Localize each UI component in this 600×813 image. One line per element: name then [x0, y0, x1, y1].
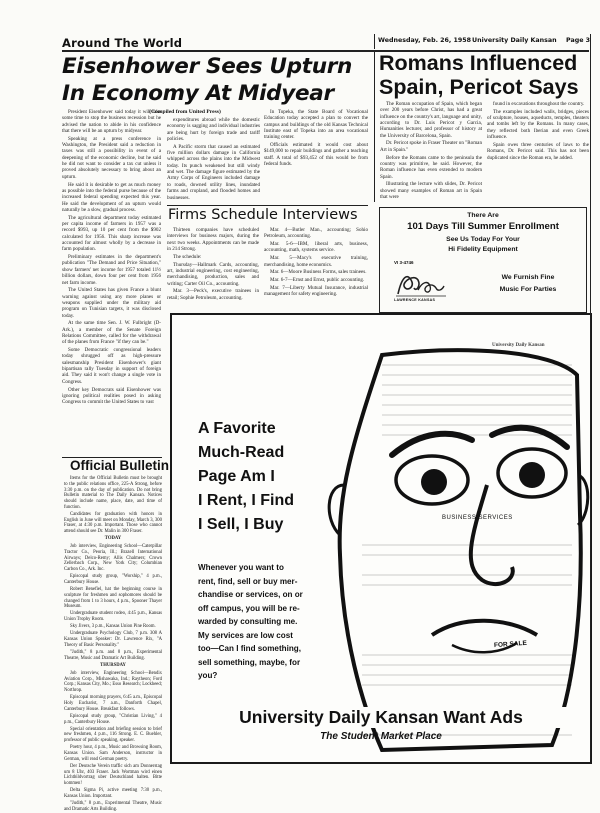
ad-line-there-are: There Are [467, 212, 499, 219]
eisenhower-column-3 [264, 109, 368, 213]
story-paragraph: President Eisenhower said today it will take some time to stop the business recession but he advised the nation to abide in his confidence that there will be an upturn by midyear. [62, 109, 161, 135]
bulletin-item: Undergraduate student rodeo, 4:45 p.m., Kansas Union Trophy Room. [64, 611, 162, 623]
story-paragraph: Preliminary estimates in the department's publication "The Demand and Price Situation," show farmers' net income for 1957 totaled 11½ billion dollars, down four per cent from 1956 net farm income. [62, 254, 161, 286]
bulletin-item: Sky Jivers, 3 p.m., Kansas Union Pine Room. [70, 624, 156, 630]
eisenhower-column-1 [62, 109, 161, 459]
bulletin-day-heading: THURSDAY [100, 663, 126, 669]
spain-headline-2: Spain, Pericot Says [379, 75, 579, 99]
story-paragraph: Mar. 5—Macy's executive training, merchandising, home economics. [264, 255, 368, 268]
section-label: Around The World [62, 36, 183, 50]
story-paragraph: Mar. 6-7—Ernst and Ernst, public accounting. [270, 276, 365, 283]
wire-credit-line: (Compiled from United Press) [149, 109, 221, 115]
ad-line-see-us: See Us Today For Your [446, 236, 520, 243]
story-paragraph: A Pacific storm that caused an estimated five million dollars damage in California whipped across the plains into the Midwest today. Its punch weakened but still windy and wet. The damage figure estimated by the Army Corps of Engineers included damage to roads, downed utility lines, inundated farms and cropland, and flooded homes and businesses. [167, 143, 260, 201]
story-paragraph: Before the Romans came to the peninsula the country was primitive, he said. However, the Roman influence has even extended to modern Spain. [380, 154, 482, 180]
story-paragraph: Mar. 4—Butler Man., accounting; Sohio Petroleum, accounting. [264, 227, 368, 240]
spain-column-1 [380, 101, 482, 203]
face-label-business: BUSINESS SERVICES [442, 515, 513, 521]
ad-line-hifi: Hi Fidelity Equipment [448, 246, 518, 253]
story-paragraph: He said it is desirable to get as much money as possible into the federal purse because of the increased federal spending expected this year. He said the development of an upturn would naturally be a slow, gradual process. [62, 181, 161, 213]
bulletin-item: Der Deutsche Verein traffic sich am Donnerstag um 8 Uhr, 403 Fraser. Jack Wortman wird einen Lichtbildvortrag uber Deutschland halten. Bitte kommen! [64, 763, 162, 787]
bulletin-item: Poetry hour, 4 p.m., Music and Browsing Room, Kansas Union. Sam Anderson, instructor in German, will read German poetry. [64, 745, 162, 762]
want-ads-face-illustration [322, 335, 588, 759]
bulletin-intro: Items for the Official Bulletin must be brought to the public relations office, 225-A Strong, before 3:30 p.m. on the day of publication. Do not bring Bulletin material to The Daily Kansan. Notices should include name, place, date, and time of function. [64, 476, 162, 510]
bulletin-column [64, 476, 162, 812]
paper-name: University Daily Kansan [472, 37, 557, 44]
story-paragraph: Spain owes three centuries of laws to the Romans, Dr. Pericot said. This has not been duplicated since the Roman era, he added. [487, 141, 589, 161]
story-paragraph: Mar. 5-6—IBM, liberal arts, business, accounting, math, systems service. [264, 241, 368, 254]
story-paragraph: Illustrating the lecture with slides, Dr. Pericot showed many examples of Roman art in Spain that were [380, 181, 482, 200]
story-paragraph: Some Democratic congressional leaders today shrugged off as high-pressure salesmanship President Eisenhower's giant bipartisan rally Tuesday in support of foreign aid. They said it won't change a single vote in Congress. [62, 347, 161, 385]
want-ad-body-line: rent, find, sell or buy mer- [198, 576, 298, 586]
story-paragraph: The United States has given France a blunt warning against using any more planes or weapons supplied under the military aid program on Tunisian targets, it was disclosed today. [62, 287, 161, 319]
want-ad-body-line: sell something, maybe, for [198, 657, 301, 667]
spain-column-2 [487, 101, 589, 203]
enrollment-ad [379, 207, 587, 313]
story-paragraph: found in excavations throughout the country. [493, 101, 585, 107]
want-ad-slogan-1: A Favorite [198, 420, 276, 437]
want-ads-footer-sub: The Student Market Place [320, 731, 442, 742]
story-paragraph: Dr. Pericot spoke in Fraser Theater on "Roman Art in Spain." [380, 140, 482, 153]
eisenhower-headline-1: Eisenhower Sees Upturn [62, 54, 353, 79]
story-paragraph: Other key Democrats said Eisenhower was ignoring political realities posed in asking Congress to commit the United States to vast [62, 386, 161, 406]
bulletin-item: Candidates for graduation with honors in English in June will meet on Monday, March 3, 300 Fraser, at 4:30 p.m. Important. Those who cannot attend should see Dr. Malin in 300 Fraser. [64, 511, 162, 535]
bulletin-item: Delta Sigma Pi, active meeting 7:30 p.m., Kansas Union. Important. [64, 788, 162, 800]
divider-eisenhower-firms [167, 205, 368, 206]
story-paragraph: Thursday—Hallmark Cards, accounting, art, industrial engineering, cost engineering, merchandising, production, sales and writing; Carter Oil Co., accounting. [167, 261, 259, 287]
audio-logo-icon [392, 266, 448, 300]
story-paragraph: Officials estimated it would cost about $149,000 to repair buildings and gather a teaching staff. A total of $93,452 of this would be from federal funds. [264, 142, 368, 168]
story-paragraph: The agricultural department today estimated per capita income of farmers in 1957 was a record $993, up 10 per cent from the $902 calculated for 1956. This sharp increase was accounted for almost wholly by a decrease in farm population. [62, 214, 161, 253]
story-paragraph: Mar. 6—Moore Business Forms, sales trainees. [270, 269, 367, 276]
want-ads-box [170, 313, 592, 764]
face-label-sale: FOR SALE [493, 639, 528, 650]
bulletin-item: "Judith," 8 p.m. and 8 p.m., Experimental Theatre, Music and Dramatic Art Building. [64, 650, 162, 661]
want-ads-footer-title: University Daily Kansan Want Ads [172, 707, 590, 728]
spain-column-rule [374, 52, 375, 202]
story-paragraph: In Topeka, the State Board of Vocational Education today accepted a plan to convert the campus and buildings of the old Kansas Technical Institute east of Topeka into an area vocational training center. [264, 109, 368, 141]
bulletin-day-heading: TODAY [104, 536, 122, 542]
eisenhower-column-2 [167, 117, 260, 213]
bulletin-item: Special orientation and briefing session to brief new freshmen, 4 p.m., 116 Strong. E. C. Buehler, professor of public speaking, speaker. [64, 726, 162, 744]
want-ad-slogan-4: I Rent, I Find [198, 492, 294, 509]
story-paragraph: At the same time Sen. J. W. Fulbright (D-Ark.), a member of the Senate Foreign Relations Committee, called for the withdrawal of the planes from France "if they can be." [62, 320, 161, 346]
bulletin-title: Official Bulletin [70, 458, 170, 473]
story-paragraph: Mar. 3—Peck's, executive trainees in retail; Sophie Petroleum, accounting. [167, 288, 259, 301]
face-paper-title: University Daily Kansan [492, 343, 545, 348]
want-ad-body-line: you? [198, 671, 218, 680]
story-paragraph: Mar. 7—Liberty Mutual Insurance, industrial management for safety engineering. [264, 284, 368, 298]
ad-line-fine-music: We Furnish Fine [501, 274, 555, 281]
want-ad-slogan-5: I Sell, I Buy [198, 516, 284, 533]
want-ad-body-line: too—Can I find something, [198, 644, 301, 653]
spain-headline-1: Romans Influenced [379, 51, 578, 75]
ad-line-days: 101 Days Till Summer Enrollment [407, 221, 559, 232]
want-ad-slogan-3: Page Am I [198, 468, 275, 485]
want-ad-body-line: My services are low cost [198, 630, 293, 640]
page-edge-rule [590, 34, 591, 760]
story-paragraph: Thirteen companies have scheduled interviews for business majors, during the next two weeks. Appointments can be made in 214 Strong. [167, 227, 259, 253]
bulletin-item: Episcopal morning prayers, 6:45 a.m., Episcopal Holy Eucharist, 7 a.m., Danforth Chapel, Canterbury House. Breakfast follows. [64, 695, 162, 712]
bulletin-item: Job interview, Engineering School—Bendix Aviation Corp., Mishawaka, Ind.; Raytheon; Ford Corp.; Kansas City, Mo.; Esso Research; Lockheed; Northrop. [64, 670, 162, 694]
bulletin-item: Job interview, Engineering School—Caterpillar Tractor Co., Peoria, Ill.; Brazell International Airways; Delco-Remy; Allis Chalmers; Crown Zellerbach Corp., New York City; Columbian Carbon Co., Ark. Inc. [64, 544, 162, 573]
firms-column-1 [167, 227, 259, 313]
want-ad-body-line: Whenever you want to [198, 563, 284, 572]
story-paragraph: Speaking at a press conference in Washington, the President said a reduction in taxes was still a possibility in event of a deepening of the economic decline, but he said he did not want to consider a tax cut unless it proved absolutely necessary to bring about an upturn. [62, 135, 161, 180]
bulletin-item: Episcopal study group, "Worship," 4 p.m., Canterbury House. [64, 574, 162, 585]
want-ad-slogan-2: Much-Read [198, 444, 285, 461]
issue-date: Wednesday, Feb. 26, 1958 [378, 37, 472, 44]
bulletin-item: Robert Benefiel, hat the beginning course in sculpture for freshmen and sophomores should be changed from 1 to 3 hours, 4 p.m., Spooner Thayer Museum. [64, 587, 162, 610]
column-divider [374, 34, 375, 49]
story-paragraph: The examples included walls, bridges, pieces of sculpture, houses, aqueducts, temples, theaters and tombs left by the Romans. In many cases, they reflected both Iberian and even Greek influence. [487, 108, 589, 141]
story-paragraph: expenditures abroad while the domestic economy is sagging and individual industries are being hurt by foreign trade and tariff policies. [167, 117, 260, 143]
firms-headline: Firms Schedule Interviews [168, 207, 358, 223]
page-number: Page 3 [566, 37, 591, 44]
want-ad-body-line: off campus, you will be re- [198, 603, 300, 613]
story-paragraph: The Roman occupation of Spain, which began over 200 years before Christ, has had a great influence on the country's art, language and unity, according to Dr. Luis Pericot y Garcia, Humanities lecturer, and professor of history at the University of Barcelona, Spain. [380, 101, 482, 139]
ad-phone: VI 3-4746 [394, 260, 414, 265]
eisenhower-headline-2: In Economy At Midyear [62, 81, 334, 106]
bulletin-item: Episcopal study group, "Christian Living," 4 p.m., Canterbury House. [64, 713, 162, 725]
want-ad-body [198, 561, 348, 683]
audio-logo-sub: LAWRENCE KANSAS [394, 298, 436, 302]
story-paragraph: The schedule: [173, 253, 202, 260]
firms-column-2 [264, 227, 368, 313]
ad-line-parties: Music For Parties [499, 286, 557, 293]
bulletin-item: Undergraduate Psychology Club, 7 p.m. 308 A Kansas Union Speaker: Dr. Lawrence Rix, "A Theory of Basic Personality." [64, 631, 162, 648]
bulletin-item: "Judith," 8 p.m., Experimental Theatre, Music and Dramatic Arts Building. [64, 801, 162, 812]
want-ad-body-line: warded by consulting me. [198, 617, 298, 626]
want-ad-body-line: chandise or services, on or [198, 590, 303, 599]
audio-logo [392, 266, 448, 300]
